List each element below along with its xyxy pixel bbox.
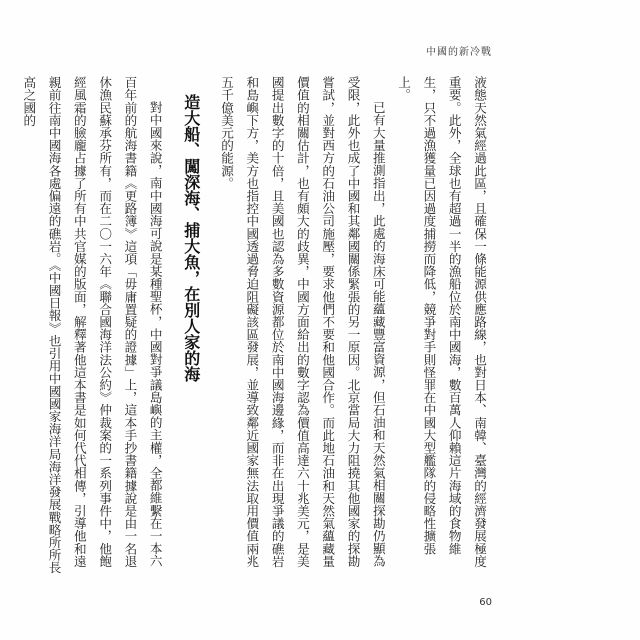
body-text bbox=[21, 76, 492, 576]
paragraph: 已有大量推測指出，此處的海床可能蘊藏豐富資源，但石油和天然氣相關探勘仍顯為受限，此外也成了中國和其鄰國關係緊張的另一原因。北京當局大力阻撓其他國家的探勘嘗試，並對西方的石油公司施壓，要求他們不要和他國合作。而此地石油和天然氣蘊藏量價值的相關估計，也有頗大的歧異，中國方面給出的數字認為價值高達六十兆美元，是美國提出數字的十倍，且美國也認為多數資源都位於南中國海邊緣，而非在出現爭議的礁岩和島嶼下方，美方也指控中國透過脅迫阻礙該區發展，並導致鄰近國家無法取用價值兩兆五千億美元的能源。 bbox=[219, 76, 386, 568]
paragraph: 對中國來說，南中國海可說是某種聖杯，中國對爭議島嶼的主權，全都維繫在一本六百年前的航海書籍《更路簿》這項「毋庸置疑的證據」上，這本手抄書籍據說是由一名退休漁民蘇承芬所有，而在二〇一六年《聯合國海洋法公約》仲裁案的一系列事件中，他飽經風霜的臉龐占據了所有中共官媒的版面，解釋著他這本書是如何代代相傳，引導他和遠親前往南中國海各處偏遠的礁岩。《中國日報》也引用中國國家海洋局海洋發展戰略所所長高之國的 bbox=[21, 76, 163, 574]
running-header: 中國的新冷戰 bbox=[426, 47, 492, 58]
page-number: 60 bbox=[479, 597, 492, 608]
section-heading: 造大船、闖深海、捕大魚，在別人家的海 bbox=[181, 94, 201, 382]
paragraph: 液態天然氣經過此區，且確保一條能源供應路線，也對日本、南韓、臺灣的經濟發展極度重要。此外，全球也有超過一半的漁船位於南中國海，數百萬人仰賴這片海域的食物維生，只不過漁獲量已因過度捕撈而降低，競爭對手則怪罪在中國大型艦隊的侵略性擴張上。 bbox=[396, 76, 487, 568]
